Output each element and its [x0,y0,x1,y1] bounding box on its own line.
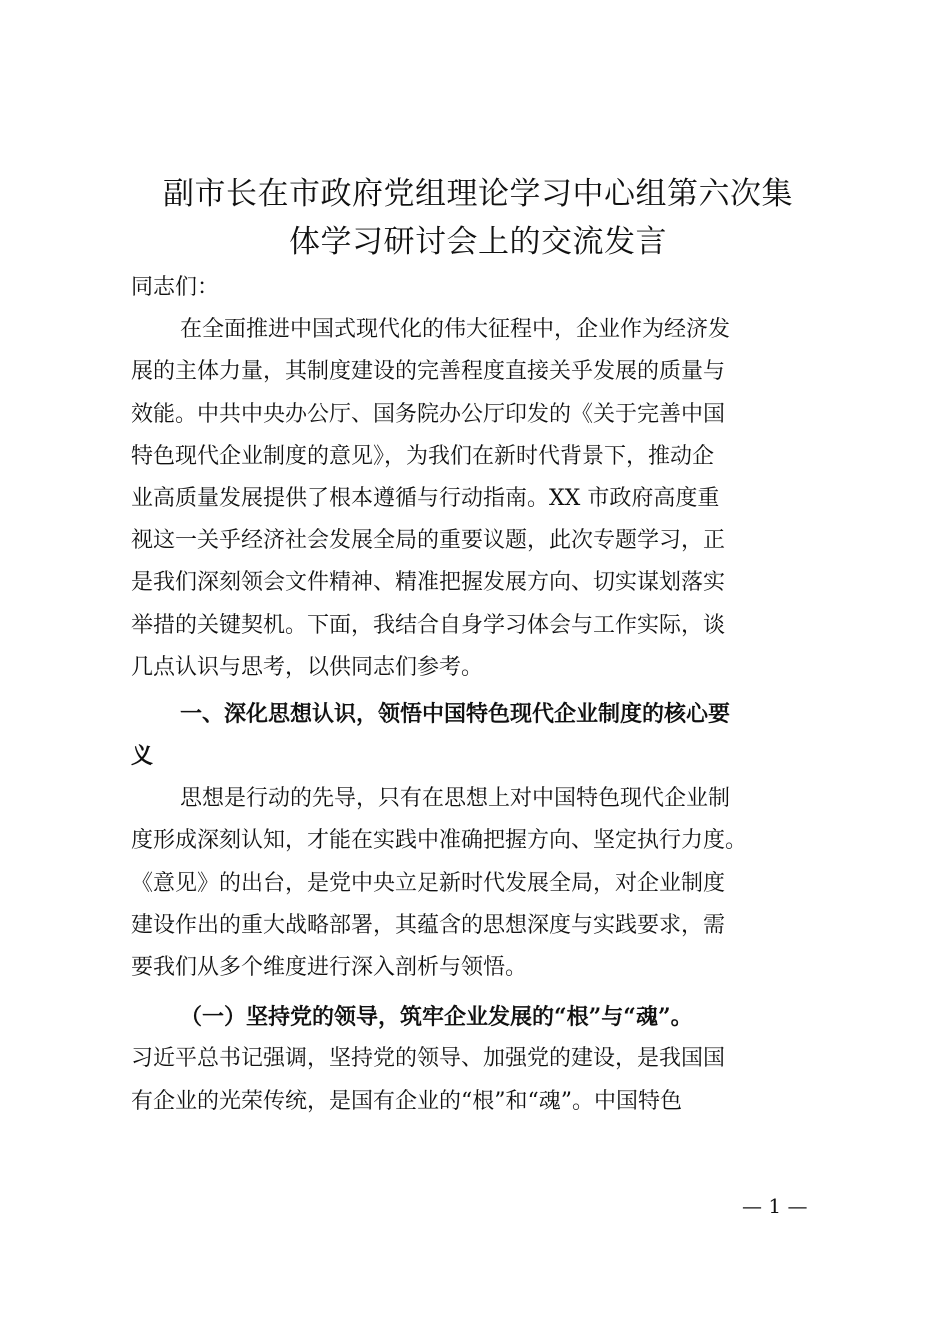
section-heading-line: 一、深化思想认识，领悟中国特色现代企业制度的核心要 [180,701,731,727]
section-heading-1 [131,694,821,778]
paragraph-line: 《意见》的出台，是党中央立足新时代发展全局，对企业制度 [131,870,726,896]
section-heading-line: 义 [131,744,154,770]
paragraph-line: 习近平总书记强调，坚持党的领导、加强党的建设，是我国国 [131,1046,726,1072]
intro-paragraph [131,309,821,689]
document-title [118,170,838,266]
paragraph-line: 举措的关键契机。下面，我结合自身学习体会与工作实际，谈 [131,612,726,638]
title-line-2: 体学习研讨会上的交流发言 [289,224,667,260]
title-line-1: 副市长在市政府党组理论学习中心组第六次集 [163,176,793,212]
salutation: 同志们： [131,275,220,300]
document-body [131,267,821,1123]
paragraph-line: 效能。中共中央办公厅、国务院办公厅印发的《关于完善中国 [131,401,726,427]
paragraph-line: 视这一关乎经济社会发展全局的重要议题，此次专题学习，正 [131,528,726,554]
paragraph-line: 建设作出的重大战略部署，其蕴含的思想深度与实践要求，需 [131,912,726,938]
section-paragraph-1 [131,778,821,989]
paragraph-line: 有企业的光荣传统，是国有企业的“根”和“魂”。中国特色 [131,1088,682,1114]
paragraph-line: 度形成深刻认知，才能在实践中准确把握方向、坚定执行力度。 [131,828,748,854]
paragraph-spacer [131,989,821,996]
paragraph-line: 业高质量发展提供了根本遵循与行动指南。XX 市政府高度重 [131,485,720,511]
paragraph-line: 是我们深刻领会文件精神、精准把握发展方向、切实谋划落实 [131,570,726,596]
paragraph-line: 展的主体力量，其制度建设的完善程度直接关乎发展的质量与 [131,359,726,385]
subsection-heading: （一）坚持党的领导，筑牢企业发展的“根”与“魂”。 [180,1004,693,1031]
page-number: — 1 — [742,1194,808,1218]
paragraph-line: 要我们从多个维度进行深入剖析与领悟。 [131,955,528,980]
paragraph-line: 思想是行动的先导，只有在思想上对中国特色现代企业制 [180,786,731,812]
subsection-1 [131,996,821,1123]
paragraph-line: 在全面推进中国式现代化的伟大征程中，企业作为经济发 [180,317,731,343]
paragraph-line: 特色现代企业制度的意见》，为我们在新时代背景下，推动企 [131,443,715,469]
paragraph-line: 几点认识与思考，以供同志们参考。 [131,654,484,680]
